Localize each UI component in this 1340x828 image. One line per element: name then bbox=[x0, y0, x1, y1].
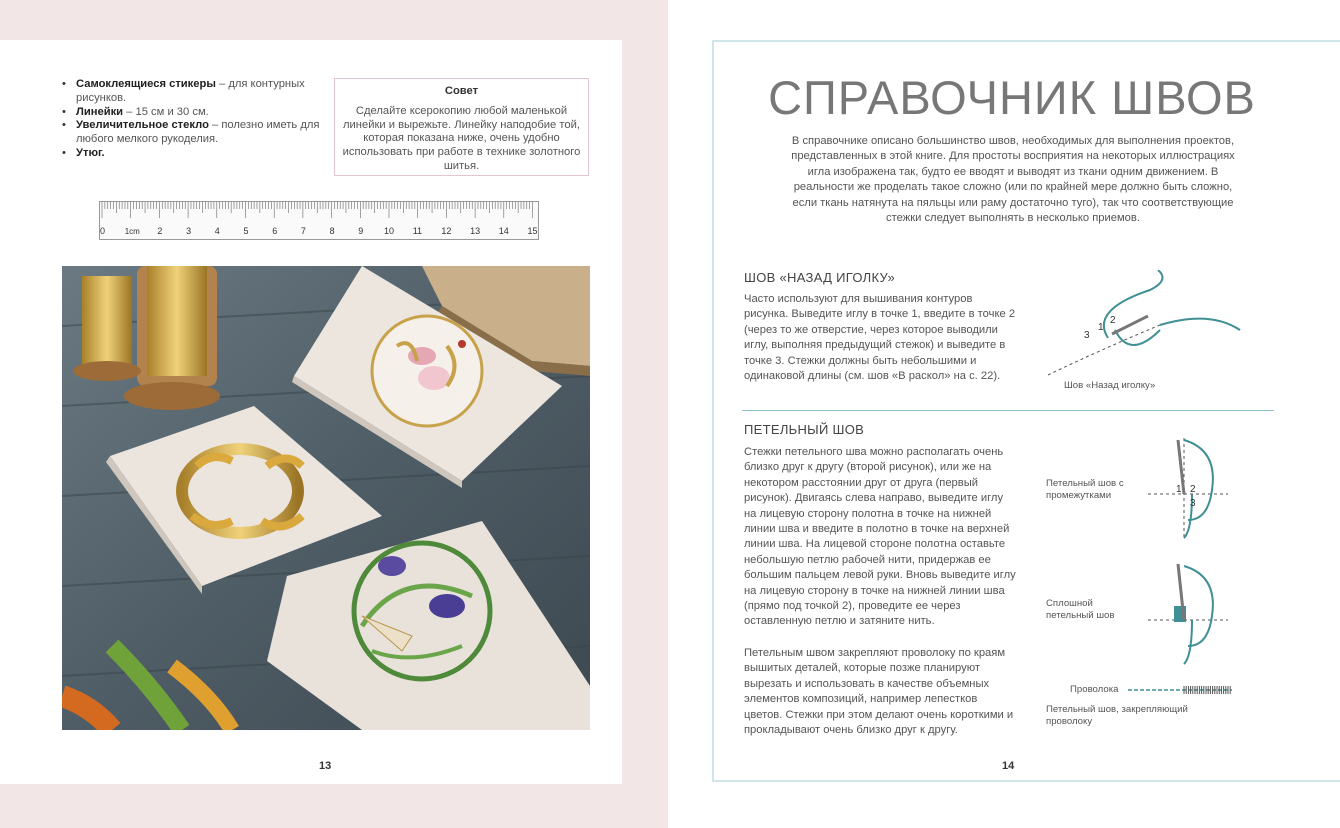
ruler-number: 10 bbox=[384, 226, 395, 236]
intro-paragraph: В справочнике описано большинство швов, необходимых для выполнения проектов, представленных в этой книге. Для простоты восприятия на некоторых иллюстрациях игла изображена так, будто ее вводят и выводят из ткани одним движением. В реальности же проделать такое сложно (или по крайней мере должно быть сложно, если ткань натянута на пяльцы или раму достаточно туго), так что соответствующие стежки следует выполнять в несколько приемов. bbox=[791, 135, 1235, 225]
stitch-point-label: 1 bbox=[1176, 484, 1182, 495]
ruler-number: 3 bbox=[186, 226, 192, 236]
list-item-text: – полезно иметь для любого мелкого рукоделия. bbox=[76, 119, 320, 146]
ruler-number: 9 bbox=[358, 226, 364, 236]
list-item-text: – 15 см и 30 см. bbox=[123, 105, 209, 118]
ruler-number: 2 bbox=[157, 226, 163, 236]
solid-buttonhole-diagram bbox=[1148, 556, 1238, 666]
list-item-bold: Самоклеящиеся стикеры bbox=[76, 78, 216, 90]
list-item bbox=[62, 119, 324, 147]
spread-gutter bbox=[622, 0, 668, 828]
ruler-number: 7 bbox=[300, 226, 306, 236]
wire-diagram bbox=[1128, 684, 1234, 696]
ruler-number: 4 bbox=[214, 226, 220, 236]
tip-title: Совет bbox=[444, 85, 479, 97]
caption-wire-label: Проволока bbox=[1070, 684, 1119, 695]
ruler-number: 5 bbox=[243, 226, 249, 236]
ruler-number: 12 bbox=[441, 226, 452, 236]
stitch-point-label: 3 bbox=[1190, 498, 1196, 509]
tip-text: Сделайте ксерокопию любой маленькой линейки и вырежьте. Линейку наподобие той, которая показана ниже, очень удобно использовать при работе в технике золотного шитья. bbox=[342, 104, 581, 172]
list-item bbox=[62, 147, 324, 161]
page-title: СПРАВОЧНИК ШВОВ bbox=[768, 71, 1256, 124]
list-item-bold: Линейки bbox=[76, 105, 124, 118]
section-title-backstitch: ШОВ «НАЗАД ИГОЛКУ» bbox=[744, 270, 895, 285]
list-item bbox=[62, 106, 324, 120]
section-text-wire: Петельным швом закрепляют проволоку по краям вышитых деталей, которые позже планируют вырезать и использовать в качестве объемных элементов композиций, например лепестков цветов. Стежки при этом делают очень короткими и прокладывают очень близко друг к другу. bbox=[744, 647, 1014, 737]
section-text-backstitch: Часто используют для вышивания контуров рисунка. Выведите иглу в точке 1, введите в точке 2 (через то же отверстие, через которое выводили иглу, выполняя предыдущий стежок) и выведите в точке 3. Стежки должны быть небольшими и одинаковой длины (см. шов «В раскол» на с. 22). bbox=[744, 293, 1016, 383]
tip-box bbox=[334, 78, 589, 176]
page-number-right: 14 bbox=[1002, 760, 1015, 772]
ruler-number: 0 bbox=[100, 226, 106, 236]
ruler-number: 15 bbox=[527, 226, 538, 236]
tools-list bbox=[62, 78, 324, 161]
list-item-bold: Утюг. bbox=[76, 146, 105, 159]
caption-backstitch: Шов «Назад иголку» bbox=[1064, 380, 1156, 391]
ruler-number: 14 bbox=[498, 226, 509, 236]
ruler-number: 6 bbox=[272, 226, 278, 236]
backstitch-diagram bbox=[1040, 270, 1280, 380]
stitch-point-label: 2 bbox=[1190, 484, 1196, 495]
list-item bbox=[62, 78, 324, 106]
caption-solid-buttonhole: Сплошной петельный шов bbox=[1046, 598, 1115, 621]
embroidery-photo bbox=[62, 266, 590, 730]
section-text-buttonhole: Стежки петельного шва можно располагать очень близко друг к другу (второй рисунок), или же на некотором расстоянии друг от друга (первый рисунок). Двигаясь слева направо, выведите иглу на лицевую сторону полотна в точке на нижней линии шва и введите в полотно в точке на верхней линии шва. На лицевой стороне полотна оставьте небольшую петлю рабочей нити, придержав ее большим пальцем левой руки. Вновь выведите иглу на лицевую сторону в точке на нижней линии шва (прямо под точкой 2), проведите ее через оставленную петлю и затяните нить. bbox=[744, 446, 1016, 628]
stitch-point-label: 3 bbox=[1084, 330, 1090, 341]
ruler-number: 11 bbox=[412, 226, 423, 236]
stitch-point-label: 2 bbox=[1110, 315, 1116, 326]
section-divider bbox=[742, 410, 1274, 411]
ruler-number: 8 bbox=[329, 226, 335, 236]
list-item-text: – для контурных рисунков. bbox=[76, 78, 305, 104]
ruler-illustration bbox=[99, 201, 539, 240]
section-title-buttonhole: ПЕТЕЛЬНЫЙ ШОВ bbox=[744, 422, 865, 437]
page-number-left: 13 bbox=[319, 760, 332, 772]
caption-wire-buttonhole: Петельный шов, закрепляющий проволоку bbox=[1046, 704, 1188, 727]
ruler-number: 13 bbox=[470, 226, 481, 236]
caption-spaced-buttonhole: Петельный шов с промежутками bbox=[1046, 478, 1124, 501]
stitch-point-label: 1 bbox=[1098, 322, 1104, 333]
spaced-buttonhole-diagram bbox=[1148, 430, 1238, 540]
list-item-bold: Увеличительное стекло bbox=[76, 119, 209, 132]
ruler-unit-label: 1cm bbox=[124, 227, 140, 236]
